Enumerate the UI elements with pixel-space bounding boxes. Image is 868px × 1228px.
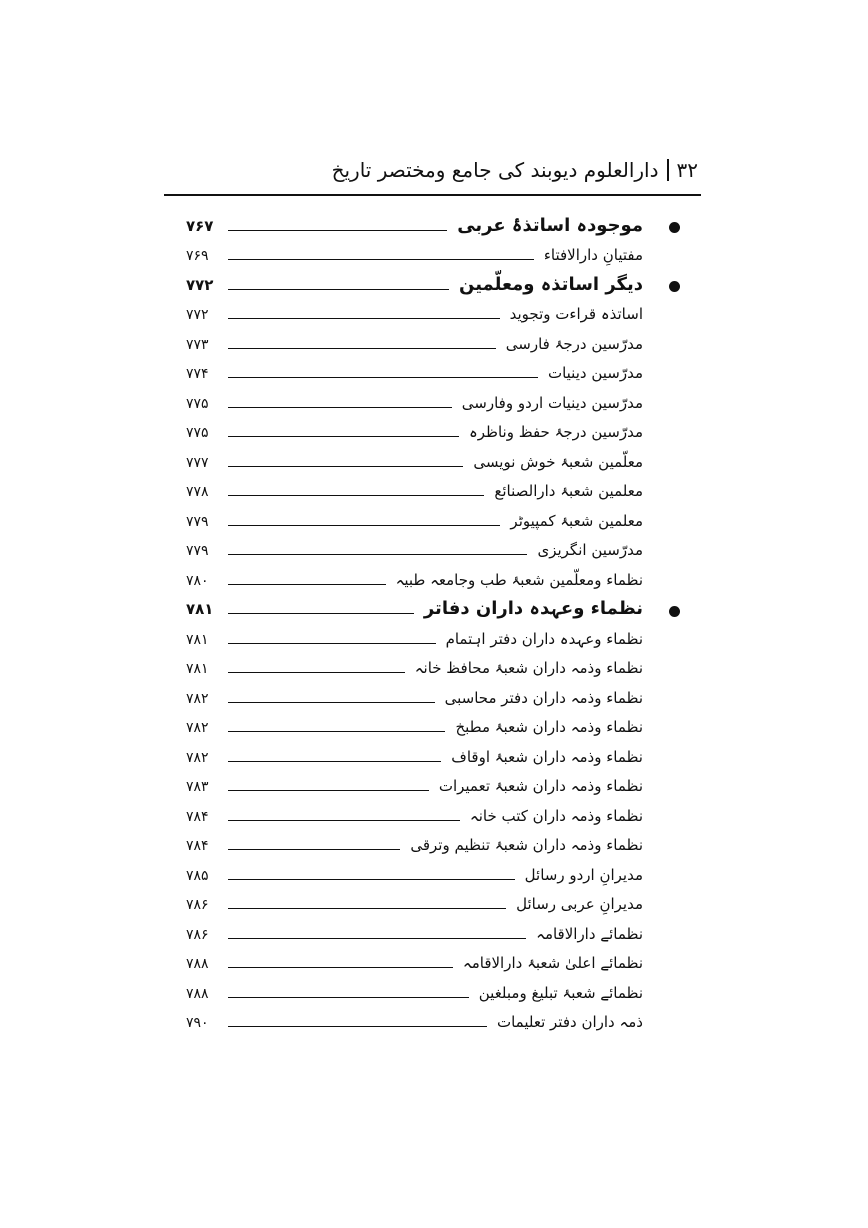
toc-entry (0, 654, 868, 684)
toc-entry-title: مدرّسین انگریزی (537, 541, 643, 559)
toc-entry-title: نظماء ومعلّمین شعبۂ طب وجامعہ طبیہ (395, 570, 643, 589)
leader-line (228, 230, 447, 231)
book-title: دارالعلوم دیوبند کی جامع ومختصر تاریخ (331, 158, 659, 182)
running-head (332, 158, 698, 182)
toc-entry (0, 978, 868, 1008)
toc-entry (0, 536, 868, 566)
page-number: ۳۲ (676, 158, 698, 182)
toc-section-heading (0, 595, 868, 625)
leader-line (228, 407, 452, 408)
toc-entry (0, 683, 868, 713)
leader-line (228, 436, 459, 437)
toc-entry-page: ۷۸۲ (186, 720, 209, 736)
toc-entry (0, 565, 868, 595)
leader-line (228, 495, 484, 496)
toc-entry-title: نظمائے دارالاقامہ (536, 924, 643, 943)
leader-line (228, 761, 441, 762)
toc-entry (0, 713, 868, 743)
toc-entry-page: ۷۸۳ (186, 779, 209, 795)
leader-line (228, 554, 527, 555)
leader-line (228, 908, 506, 909)
toc-entry-page: ۷۸۱ (186, 600, 214, 618)
toc-entry-page: ۷۸۲ (186, 690, 209, 707)
toc-section-heading (0, 270, 868, 300)
leader-line (228, 672, 405, 673)
toc-entry-title: مدیرانِ عربی رسائل (516, 895, 643, 913)
leader-line (228, 259, 534, 260)
toc-entry-page: ۷۸۶ (186, 897, 209, 913)
toc-entry-title: معلمین شعبۂ دارالصنائع (494, 482, 643, 500)
toc-entry-page: ۷۸۵ (186, 867, 209, 884)
toc-entry (0, 742, 868, 772)
toc-entry-title: نظماء وذمہ داران کتب خانہ (469, 806, 643, 825)
leader-line (228, 1026, 487, 1027)
toc-entry-page: ۷۷۵ (186, 425, 209, 441)
toc-entry-page: ۷۷۲ (186, 307, 209, 323)
toc-entry-title: ذمہ داران دفتر تعلیمات (496, 1013, 643, 1031)
toc-entry (0, 477, 868, 507)
toc-entry-title: اساتذہ قراءت وتجوید (509, 305, 643, 323)
toc-entry-title: نظمائے شعبۂ تبلیغ ومبلغین (478, 983, 643, 1002)
toc-entry (0, 418, 868, 448)
toc-entry (0, 831, 868, 861)
toc-entry-title: معلّمین شعبۂ خوش نویسی (473, 452, 643, 471)
toc-entry-title: مدرّسین درجۂ فارسی (505, 334, 643, 353)
toc-entry-title: مدرّسین دینیات اردو وفارسی (461, 393, 643, 412)
toc-entry-page: ۷۹۰ (186, 1015, 209, 1031)
toc-entry-page: ۷۶۷ (186, 216, 214, 235)
toc-entry (0, 801, 868, 831)
leader-line (228, 348, 496, 349)
toc-entry-page: ۷۶۹ (186, 248, 209, 264)
toc-entry-page: ۷۷۹ (186, 513, 209, 530)
header-rule (164, 194, 701, 196)
toc-entry-page: ۷۸۸ (186, 985, 209, 1002)
toc-entry-page: ۷۷۹ (186, 543, 209, 559)
bullet-icon (669, 281, 680, 292)
toc-entry-page: ۷۷۲ (186, 275, 214, 294)
toc-entry (0, 388, 868, 418)
toc-entry (0, 506, 868, 536)
toc-entry-page: ۷۸۱ (186, 631, 209, 648)
leader-line (228, 466, 463, 467)
toc-entry-title: مدیرانِ اردو رسائل (524, 865, 643, 884)
toc-entry-page: ۷۷۸ (186, 484, 209, 500)
toc-entry-title: نظماء وذمہ داران شعبۂ محافظ خانہ (414, 659, 643, 677)
toc-entry-page: ۷۸۶ (186, 926, 209, 943)
leader-line (228, 643, 436, 644)
toc-entry (0, 772, 868, 802)
toc-entry-page: ۷۷۳ (186, 336, 209, 353)
bullet-icon (669, 222, 680, 233)
toc-entry-title: نظمائے اعلیٰ شعبۂ دارالاقامہ (462, 954, 643, 972)
toc-entry (0, 949, 868, 979)
toc-entry (0, 241, 868, 271)
toc-entry (0, 329, 868, 359)
toc-entry-page: ۷۷۵ (186, 395, 209, 412)
toc-entry (0, 624, 868, 654)
toc-section-heading (0, 211, 868, 241)
leader-line (228, 820, 460, 821)
toc-entry-title: دیگر اساتذہ ومعلّمین (459, 273, 643, 295)
leader-line (228, 938, 526, 939)
toc-entry-page: ۷۷۷ (186, 454, 209, 471)
leader-line (228, 790, 429, 791)
toc-entry-title: موجودہ اساتذۂ عربی (457, 214, 643, 236)
toc-entry-page: ۷۸۲ (186, 749, 209, 766)
table-of-contents (0, 211, 868, 1037)
toc-entry-title: نظماء وذمہ داران شعبۂ اوقاف (451, 747, 643, 766)
toc-entry-page: ۷۷۴ (186, 366, 209, 382)
toc-entry-title: نظماء وذمہ داران شعبۂ تعمیرات (438, 777, 643, 795)
toc-entry (0, 1008, 868, 1038)
toc-entry-title: نظماء وذمہ داران شعبۂ مطبخ (455, 718, 643, 736)
toc-entry-title: مفتیانِ دارالافتاء (543, 246, 643, 264)
toc-entry (0, 300, 868, 330)
leader-line (228, 584, 386, 585)
toc-entry (0, 447, 868, 477)
leader-line (228, 289, 449, 290)
leader-line (228, 613, 414, 614)
header-divider (667, 159, 669, 181)
toc-entry (0, 919, 868, 949)
toc-entry-title: نظماء وعہدہ داران دفتر اہتمام (445, 629, 643, 648)
toc-entry (0, 890, 868, 920)
toc-entry-page: ۷۸۴ (186, 838, 209, 854)
toc-entry-title: مدرّسین درجۂ حفظ وناظرہ (468, 423, 643, 441)
toc-entry-title: نظماء وذمہ داران شعبۂ تنظیم وترقی (410, 836, 643, 854)
leader-line (228, 318, 500, 319)
leader-line (228, 997, 469, 998)
toc-entry-page: ۷۸۸ (186, 956, 209, 972)
toc-entry (0, 359, 868, 389)
leader-line (228, 377, 538, 378)
toc-entry-page: ۷۸۱ (186, 661, 209, 677)
leader-line (228, 967, 453, 968)
leader-line (228, 879, 515, 880)
toc-entry-page: ۷۸۰ (186, 572, 209, 589)
leader-line (228, 731, 445, 732)
toc-entry-title: معلمین شعبۂ کمپیوٹر (510, 511, 643, 530)
toc-entry-page: ۷۸۴ (186, 808, 209, 825)
leader-line (228, 702, 435, 703)
toc-entry (0, 860, 868, 890)
toc-entry-title: نظماء وعہدہ داران دفاتر (423, 598, 643, 619)
leader-line (228, 525, 500, 526)
toc-entry-title: نظماء وذمہ داران دفتر محاسبی (444, 688, 643, 707)
bullet-icon (669, 606, 680, 617)
leader-line (228, 849, 400, 850)
toc-entry-title: مدرّسین دینیات (547, 364, 643, 382)
